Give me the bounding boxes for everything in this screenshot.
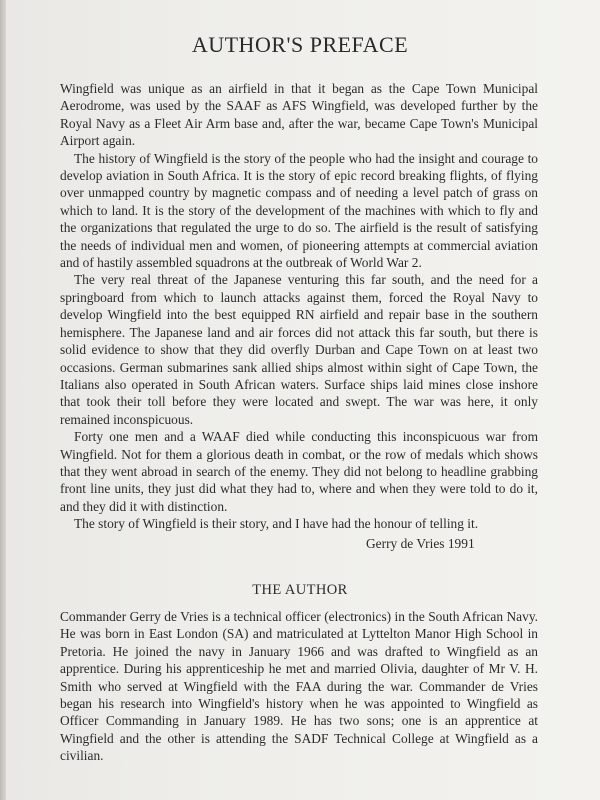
- page-gutter-shadow: [0, 0, 6, 800]
- author-bio: [60, 608, 538, 765]
- author-signature: Gerry de Vries 1991: [366, 536, 475, 551]
- author-heading: THE AUTHOR: [252, 582, 348, 598]
- page-title: AUTHOR'S PREFACE: [191, 32, 409, 57]
- preface-paragraph-3: The very real threat of the Japanese venturing this far south, and the need for a springboard from which to launch attacks against them, forced the Royal Navy to develop Wingfield into the best equipped RN airfield and repair base in the southern hemisphere. The Japanese land and air forces did not attack this far south, but there is solid evidence to show that they did overfly Durban and Cape Town on at least two occasions. German submarines sank allied ships almost within sight of Cape Town, the Italians also operated in South African waters. Surface ships laid mines close inshore that took their toll before they were located and swept. The war was here, it only remained inconspicuous.: [60, 272, 538, 427]
- preface-text: [60, 80, 538, 533]
- preface-paragraph-1: Wingfield was unique as an airfield in that it began as the Cape Town Municipal Aerodrome, was used by the SAAF as AFS Wingfield, was developed further by the Royal Navy as a Fleet Air Arm base and, after the war, became Cape Town's Municipal Airport again.: [60, 81, 538, 149]
- preface-paragraph-2: The history of Wingfield is the story of the people who had the insight and courage to develop aviation in South Africa. It is the story of epic record breaking flights, of flying over unmapped country by magnetic compass and of needing a level patch of grass on which to land. It is the story of the development of the machines with which to fly and the organizations that regulated the urge to do so. The airfield is the result of satisfying the needs of individual men and women, of pioneering attempts at commercial aviation and of hastily assembled squadrons at the outbreak of World War 2.: [60, 150, 538, 271]
- preface-paragraph-4: Forty one men and a WAAF died while conducting this inconspicuous war from Wingfield. Not for them a glorious death in combat, or the row of medals which shows that they went abroad in search of the enemy. They did not belong to headline grabbing front line units, they just did what they had to, where and when they were told to do it, and they did it with distinction.: [60, 429, 538, 514]
- author-bio-paragraph: Commander Gerry de Vries is a technical officer (electronics) in the South African Navy. He was born in East London (SA) and matriculated at Lyttelton Manor High School in Pretoria. He joined the navy in January 1966 and was drafted to Wingfield as an apprentice. During his apprenticeship he met and married Olivia, daughter of Mr V. H. Smith who served at Wingfield with the FAA during the war. Commander de Vries began his research into Wingfield's history when he was appointed to Wingfield as Officer Commanding in January 1989. He has two sons; one is an apprentice at Wingfield and the other is attending the SADF Technical College at Wingfield as a civilian.: [60, 609, 538, 764]
- preface-paragraph-5: The story of Wingfield is their story, and I have had the honour of telling it.: [74, 516, 479, 532]
